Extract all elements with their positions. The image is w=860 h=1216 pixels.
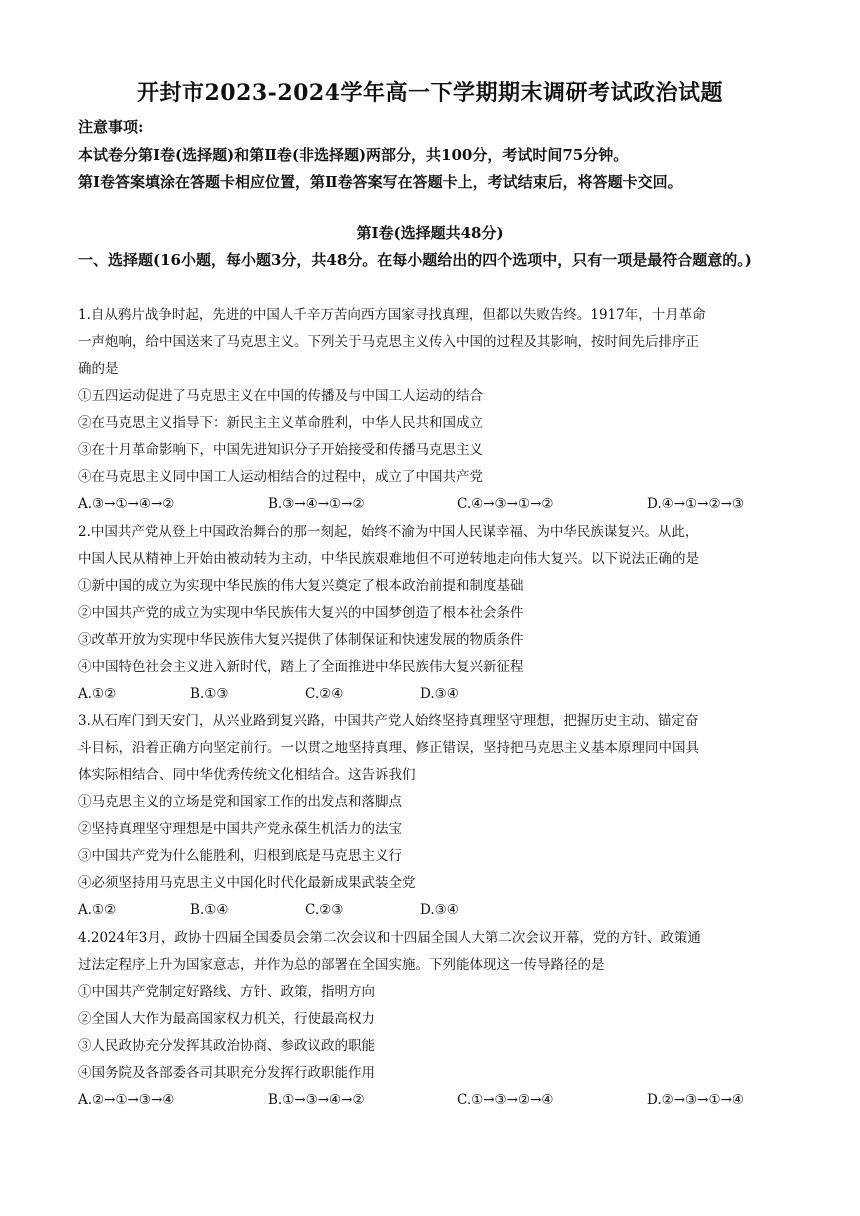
statement-item: ④中国特色社会主义进入新时代，踏上了全面推进中华民族伟大复兴新征程 [78, 659, 524, 675]
option-a[interactable]: A.①② [78, 686, 117, 702]
section-title: 第Ⅰ卷(选择题共48分) [356, 224, 504, 242]
option-d[interactable]: D.③④ [420, 902, 459, 918]
option-c[interactable]: C.②④ [305, 686, 344, 702]
question-stem-line: 4.2024年3月，政协十四届全国委员会第二次会议和十四届全国人大第二次会议开幕，党的方针、政策通 [78, 930, 701, 946]
exam-title: 开封市2023-2024学年高一下学期期末调研考试政治试题 [136, 80, 724, 106]
statement-item: ③在十月革命影响下，中国先进知识分子开始接受和传播马克思主义 [78, 442, 483, 458]
statement-item: ③人民政协充分发挥其政治协商、参政议政的职能 [78, 1038, 375, 1054]
question-2 [78, 519, 790, 708]
question-stem-line: 3.从石库门到天安门，从兴业路到复兴路，中国共产党人始终坚持真理坚守理想，把握历史主动、锚定奋 [78, 713, 699, 729]
question-stem-line: 体实际相结合、同中华优秀传统文化相结合。这告诉我们 [78, 767, 416, 783]
question-4 [78, 925, 790, 1114]
option-b[interactable]: B.①④ [190, 902, 229, 918]
option-a[interactable]: A.②→①→③→④ [78, 1092, 175, 1108]
statement-item: ①中国共产党制定好路线、方针、政策，指明方向 [78, 984, 375, 1000]
option-d[interactable]: D.③④ [420, 686, 459, 702]
answer-options [78, 897, 790, 924]
question-stem-line: 一声炮响，给中国送来了马克思主义。下列关于马克思主义传入中国的过程及其影响，按时间先后排序正 [78, 334, 699, 350]
option-a[interactable]: A.①② [78, 902, 117, 918]
notice-heading: 注意事项: [78, 118, 144, 136]
statement-item: ①五四运动促进了马克思主义在中国的传播及与中国工人运动的结合 [78, 388, 483, 404]
question-stem-line: 2.中国共产党从登上中国政治舞台的那一刻起，始终不渝为中国人民谋幸福、为中华民族谋复兴。从此， [78, 524, 699, 540]
question-stem-line: 斗目标，沿着正确方向坚定前行。一以贯之地坚持真理、修正错误，坚持把马克思主义基本原理同中国具 [78, 740, 699, 756]
option-b[interactable]: B.①③ [190, 686, 229, 702]
statement-item: ③改革开放为实现中华民族伟大复兴提供了体制保证和快速发展的物质条件 [78, 632, 524, 648]
question-stem-line: 中国人民从精神上开始由被动转为主动，中华民族艰难地但不可逆转地走向伟大复兴。以下说法正确的是 [78, 551, 699, 567]
answer-options [78, 491, 790, 518]
question-stem-line: 过法定程序上升为国家意志，并作为总的部署在全国实施。下列能体现这一传导路径的是 [78, 957, 605, 973]
statement-item: ③中国共产党为什么能胜利，归根到底是马克思主义行 [78, 848, 402, 864]
option-b[interactable]: B.①→③→④→② [268, 1092, 365, 1108]
statement-item: ④在马克思主义同中国工人运动相结合的过程中，成立了中国共产党 [78, 469, 483, 485]
statement-item: ④国务院及各部委各司其职充分发挥行政职能作用 [78, 1065, 375, 1081]
part-heading: 一、选择题(16小题，每小题3分，共48分。在每小题给出的四个选项中，只有一项是最符合题意的。) [78, 251, 752, 269]
option-d[interactable]: D.④→①→②→③ [647, 496, 744, 512]
statement-item: ②全国人大作为最高国家权力机关，行使最高权力 [78, 1011, 375, 1027]
question-stem-line: 1.自从鸦片战争时起，先进的中国人千辛万苦向西方国家寻找真理，但都以失败告终。1917年，十月革命 [78, 307, 706, 323]
option-c[interactable]: C.①→③→②→④ [457, 1092, 554, 1108]
statement-item: ②在马克思主义指导下：新民主主义革命胜利，中华人民共和国成立 [78, 415, 483, 431]
notice-line: 本试卷分第Ⅰ卷(选择题)和第Ⅱ卷(非选择题)两部分，共100分，考试时间75分钟。 [78, 146, 629, 164]
statement-item: ②坚持真理坚守理想是中国共产党永葆生机活力的法宝 [78, 821, 402, 837]
option-c[interactable]: C.②③ [305, 902, 344, 918]
notice-line: 第Ⅰ卷答案填涂在答题卡相应位置，第Ⅱ卷答案写在答题卡上，考试结束后，将答题卡交回。 [78, 173, 683, 191]
option-c[interactable]: C.④→③→①→② [457, 496, 554, 512]
option-b[interactable]: B.③→④→①→② [268, 496, 365, 512]
statement-item: ④必须坚持用马克思主义中国化时代化最新成果武装全党 [78, 875, 416, 891]
statement-item: ①新中国的成立为实现中华民族的伟大复兴奠定了根本政治前提和制度基础 [78, 578, 524, 594]
statement-item: ②中国共产党的成立为实现中华民族伟大复兴的中国梦创造了根本社会条件 [78, 605, 524, 621]
question-3 [78, 708, 790, 924]
statement-item: ①马克思主义的立场是党和国家工作的出发点和落脚点 [78, 794, 402, 810]
answer-options [78, 681, 790, 708]
option-a[interactable]: A.③→①→④→② [78, 496, 175, 512]
option-d[interactable]: D.②→③→①→④ [647, 1092, 744, 1108]
question-stem-line: 确的是 [78, 361, 119, 377]
answer-options [78, 1087, 790, 1114]
question-1 [78, 302, 790, 518]
